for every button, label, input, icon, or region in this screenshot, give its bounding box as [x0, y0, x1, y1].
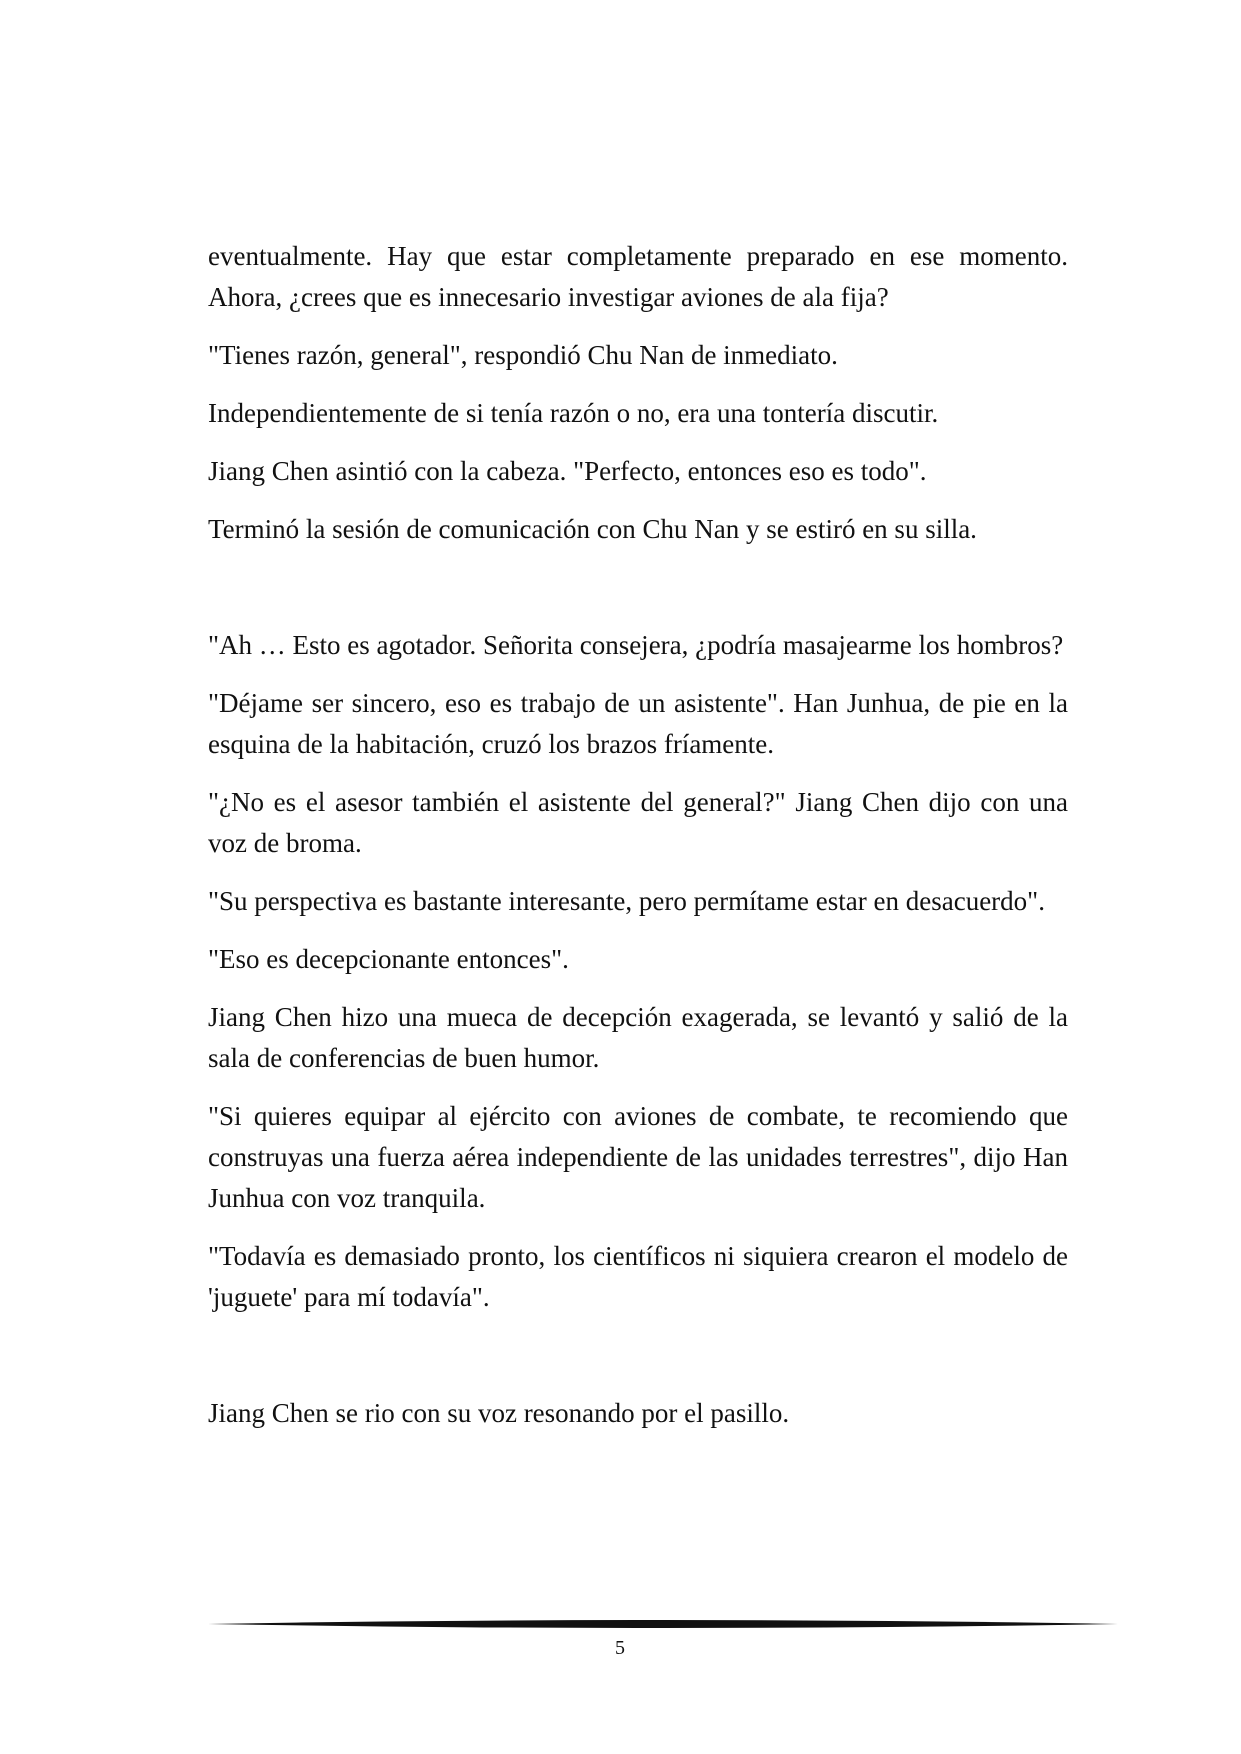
scene-break	[208, 567, 1068, 625]
paragraph: "Eso es decepcionante entonces".	[208, 944, 569, 974]
footer-divider	[208, 1618, 1118, 1630]
page-number: 5	[615, 1637, 625, 1659]
paragraph: "Su perspectiva es bastante interesante, pero permítame estar en desacuerdo".	[208, 886, 1045, 916]
paragraph: Jiang Chen hizo una mueca de decepción exagerada, se levantó y salió de la sala de conferencias de buen humor.	[208, 1002, 1068, 1073]
scene-break	[208, 1335, 1068, 1393]
paragraph: Terminó la sesión de comunicación con Chu Nan y se estiró en su silla.	[208, 514, 977, 544]
paragraph: Jiang Chen se rio con su voz resonando por el pasillo.	[208, 1398, 790, 1428]
paragraph: Jiang Chen asintió con la cabeza. "Perfecto, entonces eso es todo".	[208, 456, 927, 486]
paragraph: "¿No es el asesor también el asistente del general?" Jiang Chen dijo con una voz de broma.	[208, 787, 1068, 858]
paragraph: "Ah … Esto es agotador. Señorita consejera, ¿podría masajearme los hombros?	[208, 630, 1064, 660]
paragraph: "Déjame ser sincero, eso es trabajo de un asistente". Han Junhua, de pie en la esquina de la habitación, cruzó los brazos fríamente.	[208, 688, 1068, 759]
paragraph: eventualmente. Hay que estar completamente preparado en ese momento. Ahora, ¿crees que es innecesario investigar aviones de ala fija?	[208, 241, 1068, 312]
paragraph: Independientemente de si tenía razón o no, era una tontería discutir.	[208, 398, 939, 428]
body-text	[208, 236, 1068, 1451]
paragraph: "Tienes razón, general", respondió Chu Nan de inmediato.	[208, 340, 838, 370]
paragraph: "Si quieres equipar al ejército con aviones de combate, te recomiendo que construyas una fuerza aérea independiente de las unidades terrestres", dijo Han Junhua con voz tranquila.	[208, 1101, 1068, 1213]
paragraph: "Todavía es demasiado pronto, los científicos ni siquiera crearon el modelo de 'juguete' para mí todavía".	[208, 1241, 1068, 1312]
